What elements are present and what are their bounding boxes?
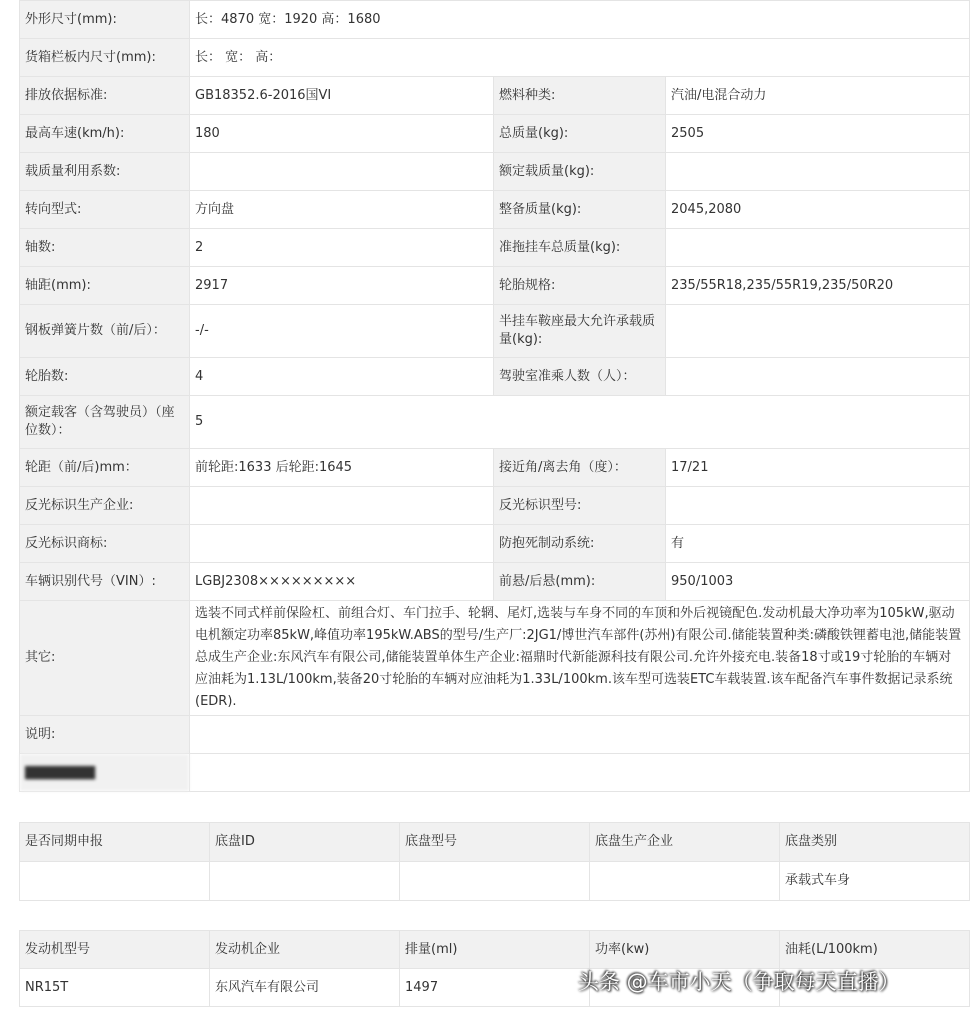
spec-value: 180 <box>190 115 494 153</box>
spec-value: GB18352.6-2016国VI <box>190 77 494 115</box>
spec-label: 轮胎数: <box>20 358 190 396</box>
spec-value <box>666 229 970 267</box>
chassis-header-cell: 底盘生产企业 <box>590 823 780 862</box>
spec-row <box>20 153 970 191</box>
spec-row <box>20 191 970 229</box>
chassis-header-cell: 底盘类别 <box>780 823 970 862</box>
spec-value <box>190 716 970 754</box>
spec-value: 5 <box>190 396 970 449</box>
spec-row <box>20 601 970 716</box>
spec-label: 额定载客（含驾驶员）（座位数）： <box>20 396 190 449</box>
spec-label: 货箱栏板内尺寸(mm): <box>20 39 190 77</box>
chassis-value-cell <box>20 862 210 901</box>
spec-label: 车辆识别代号（VIN）: <box>20 563 190 601</box>
spec-label: 轮胎规格: <box>494 267 666 305</box>
spec-value <box>666 487 970 525</box>
chassis-header-cell: 底盘型号 <box>400 823 590 862</box>
spec-label: 外形尺寸(mm): <box>20 1 190 39</box>
spec-label: 整备质量(kg): <box>494 191 666 229</box>
spec-label: 最高车速(km/h): <box>20 115 190 153</box>
chassis-table <box>19 822 970 901</box>
vehicle-spec-table <box>19 0 970 792</box>
engine-header-cell: 发动机型号 <box>20 931 210 969</box>
spec-row <box>20 1 970 39</box>
spec-row <box>20 358 970 396</box>
spec-value <box>190 153 494 191</box>
chassis-value-cell <box>210 862 400 901</box>
spec-label: 说明: <box>20 716 190 754</box>
spec-label: 接近角/离去角（度）： <box>494 449 666 487</box>
spec-label: 其它: <box>20 601 190 716</box>
chassis-header-cell: 是否同期申报 <box>20 823 210 862</box>
spec-row <box>20 305 970 358</box>
chassis-value-row <box>20 862 970 901</box>
spec-label: 半挂车鞍座最大允许承载质量(kg): <box>494 305 666 358</box>
spec-value: 235/55R18,235/55R19,235/50R20 <box>666 267 970 305</box>
spec-row <box>20 77 970 115</box>
spec-value: 长： 宽： 高： <box>190 39 970 77</box>
spec-row <box>20 716 970 754</box>
chassis-value-cell <box>400 862 590 901</box>
chassis-header-row <box>20 823 970 862</box>
spec-value: 方向盘 <box>190 191 494 229</box>
spec-value <box>190 487 494 525</box>
spec-label: 驾驶室准乘人数（人）： <box>494 358 666 396</box>
spec-label: 反光标识型号: <box>494 487 666 525</box>
spec-row <box>20 487 970 525</box>
spec-label: 燃料种类: <box>494 77 666 115</box>
chassis-header-cell: 底盘ID <box>210 823 400 862</box>
spec-value: 有 <box>666 525 970 563</box>
spec-label: 额定载质量(kg): <box>494 153 666 191</box>
spec-row <box>20 267 970 305</box>
spec-label: 防抱死制动系统: <box>494 525 666 563</box>
chassis-value-cell <box>590 862 780 901</box>
spec-label: 总质量(kg): <box>494 115 666 153</box>
spec-value: 前轮距:1633 后轮距:1645 <box>190 449 494 487</box>
engine-header-cell: 排量(ml) <box>400 931 590 969</box>
spec-value: 长：4870 宽：1920 高：1680 <box>190 1 970 39</box>
spec-value: 2 <box>190 229 494 267</box>
spec-value <box>666 153 970 191</box>
spec-value: 4 <box>190 358 494 396</box>
engine-header-row <box>20 931 970 969</box>
engine-header-cell: 功率(kw) <box>590 931 780 969</box>
spec-label: 转向型式: <box>20 191 190 229</box>
spec-value <box>190 525 494 563</box>
spec-row <box>20 449 970 487</box>
spec-row <box>20 754 970 792</box>
engine-value-cell: 1497 <box>400 969 590 1007</box>
spec-value <box>190 754 970 792</box>
engine-value-cell: 东风汽车有限公司 <box>210 969 400 1007</box>
spec-value: LGBJ2308××××××××× <box>190 563 494 601</box>
spec-label: 轴数: <box>20 229 190 267</box>
spec-row <box>20 115 970 153</box>
engine-header-cell: 发动机企业 <box>210 931 400 969</box>
spec-value: 950/1003 <box>666 563 970 601</box>
spec-label: 反光标识生产企业: <box>20 487 190 525</box>
spec-label: 准拖挂车总质量(kg): <box>494 229 666 267</box>
spec-label: ▇▇▇▇▇▇▇ <box>20 754 190 792</box>
spec-value: 汽油/电混合动力 <box>666 77 970 115</box>
spec-value: -/- <box>190 305 494 358</box>
spec-value: 2045,2080 <box>666 191 970 229</box>
spec-label: 反光标识商标: <box>20 525 190 563</box>
spec-value <box>666 358 970 396</box>
spec-label: 载质量利用系数: <box>20 153 190 191</box>
spec-value: 2917 <box>190 267 494 305</box>
spec-row <box>20 563 970 601</box>
engine-value-cell: NR15T <box>20 969 210 1007</box>
spec-row <box>20 229 970 267</box>
spec-row <box>20 396 970 449</box>
spec-label: 钢板弹簧片数（前/后）： <box>20 305 190 358</box>
spec-value: 17/21 <box>666 449 970 487</box>
spec-row <box>20 525 970 563</box>
chassis-value-cell: 承载式车身 <box>780 862 970 901</box>
spec-value <box>666 305 970 358</box>
spec-label: 排放依据标准: <box>20 77 190 115</box>
watermark-text: 头条 @车市小天（争取每天直播） <box>578 970 900 994</box>
spec-label: 前悬/后悬(mm): <box>494 563 666 601</box>
engine-header-cell: 油耗(L/100km) <box>780 931 970 969</box>
spec-row <box>20 39 970 77</box>
spec-value: 2505 <box>666 115 970 153</box>
spec-label: 轴距(mm): <box>20 267 190 305</box>
spec-value: 选装不同式样前保险杠、前组合灯、车门拉手、轮辋、尾灯,选装与车身不同的车顶和外后视镜配色.发动机最大净功率为105kW,驱动电机额定功率85kW,峰值功率195kW.ABS的型号/生产厂:2JG1/博世汽车部件(苏州)有限公司.储能装置种类:磷酸铁锂蓄电池,储能装置总成生产企业:东风汽车有限公司,储能装置单体生产企业:福鼎时代新能源科技有限公司.允许外接充电.装备18寸或19寸轮胎的车辆对应油耗为1.13L/100km,装备20寸轮胎的车辆对应油耗为1.33L/100km.该车型可选装ETC车载装置.该车配备汽车事件数据记录系统(EDR). <box>190 601 970 716</box>
spec-label: 轮距（前/后)mm： <box>20 449 190 487</box>
